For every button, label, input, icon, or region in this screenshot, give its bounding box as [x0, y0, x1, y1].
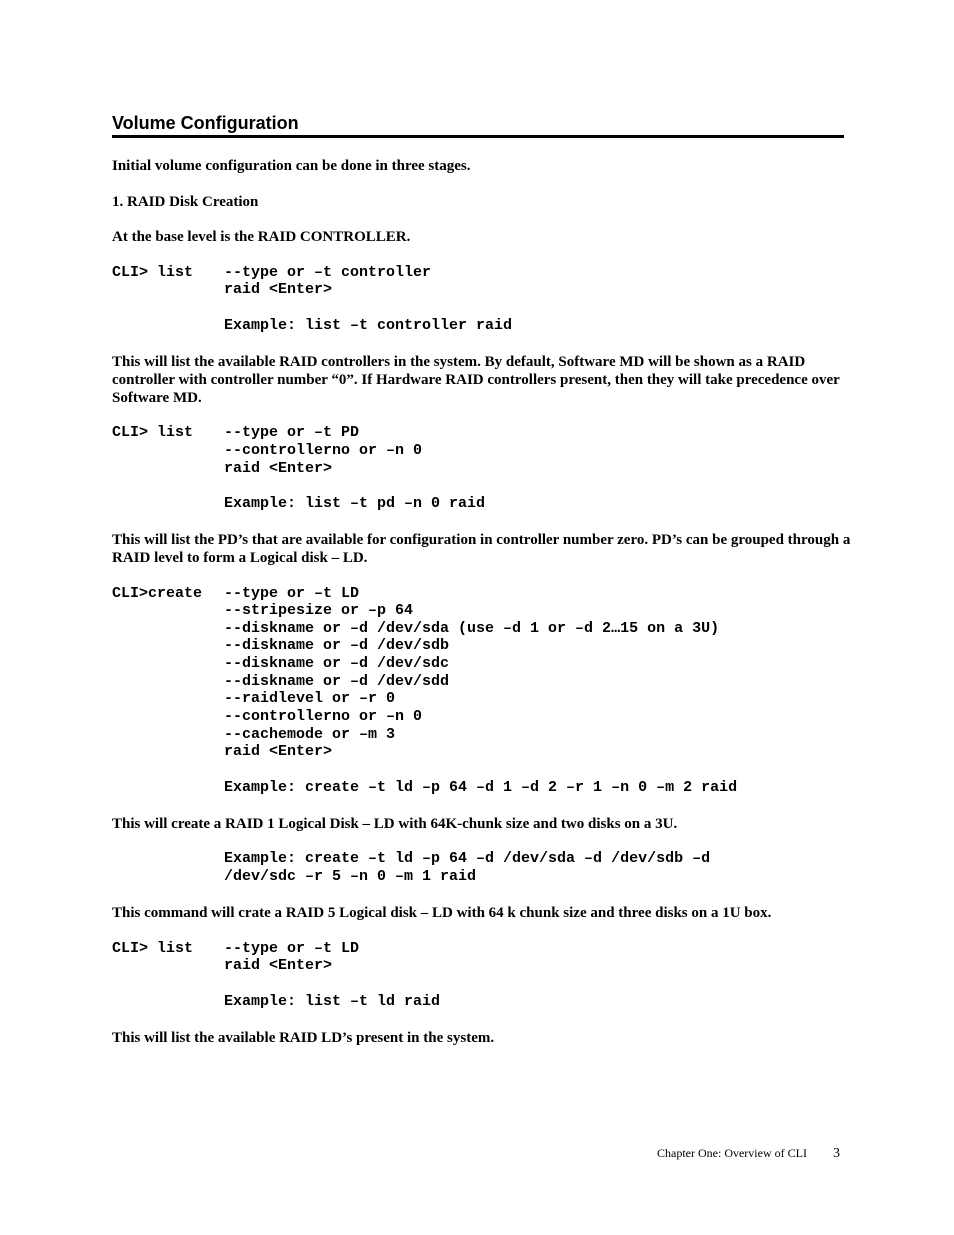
code-option: --diskname or –d /dev/sdd [224, 673, 450, 690]
code-example: Example: create –t ld –p 64 –d 1 –d 2 –r 1 –n 0 –m 2 raid [224, 779, 738, 796]
code-option: --type or –t LD [224, 585, 360, 602]
code-option: --diskname or –d /dev/sda (use –d 1 or –d 2…15 on a 3U) [224, 620, 720, 637]
intro-paragraph: Initial volume configuration can be done in three stages. [112, 158, 471, 174]
code-option: raid <Enter> [224, 957, 333, 974]
code-example: Example: create –t ld –p 64 –d /dev/sda –d /dev/sdb –d [224, 850, 711, 867]
code-option: --type or –t controller [224, 264, 432, 281]
cli-prompt: CLI> list [112, 424, 194, 441]
step-heading: 1. RAID Disk Creation [112, 194, 259, 210]
code-option: --stripesize or –p 64 [224, 602, 414, 619]
code-option: --type or –t PD [224, 424, 360, 441]
code-option: raid <Enter> [224, 743, 333, 760]
cli-prompt: CLI> list [112, 940, 194, 957]
title-rule [112, 135, 844, 138]
code-option: --diskname or –d /dev/sdc [224, 655, 450, 672]
page-number: 3 [833, 1146, 840, 1161]
base-level-paragraph: At the base level is the RAID CONTROLLER. [112, 229, 411, 245]
description-paragraph: This will list the PD’s that are available for configuration in controller number zero. PD’s can be grouped through a RAID level to form a Logical disk – LD. [112, 532, 851, 566]
description-paragraph: This will list the available RAID controllers in the system. By default, Software MD will be shown as a RAID controller with controller number “0”. If Hardware RAID controllers present, then they will take precedence over Software MD. [112, 354, 840, 406]
description-paragraph: This will create a RAID 1 Logical Disk – LD with 64K-chunk size and two disks on a 3U. [112, 816, 678, 832]
description-paragraph: This will list the available RAID LD’s present in the system. [112, 1030, 495, 1046]
footer-chapter: Chapter One: Overview of CLI [657, 1146, 807, 1160]
cli-prompt: CLI>create [112, 585, 203, 602]
code-option: raid <Enter> [224, 460, 333, 477]
code-option: --raidlevel or –r 0 [224, 690, 396, 707]
code-option: --controllerno or –n 0 [224, 708, 423, 725]
code-example: Example: list –t controller raid [224, 317, 513, 334]
section-title: Volume Configuration [112, 113, 299, 133]
code-example: Example: list –t pd –n 0 raid [224, 495, 486, 512]
description-paragraph: This command will crate a RAID 5 Logical disk – LD with 64 k chunk size and three disks on a 1U box. [112, 905, 772, 921]
code-example: /dev/sdc –r 5 –n 0 –m 1 raid [224, 868, 477, 885]
code-option: --controllerno or –n 0 [224, 442, 423, 459]
code-option: raid <Enter> [224, 281, 333, 298]
cli-prompt: CLI> list [112, 264, 194, 281]
code-example: Example: list –t ld raid [224, 993, 441, 1010]
code-option: --cachemode or –m 3 [224, 726, 396, 743]
code-option: --type or –t LD [224, 940, 360, 957]
code-option: --diskname or –d /dev/sdb [224, 637, 450, 654]
